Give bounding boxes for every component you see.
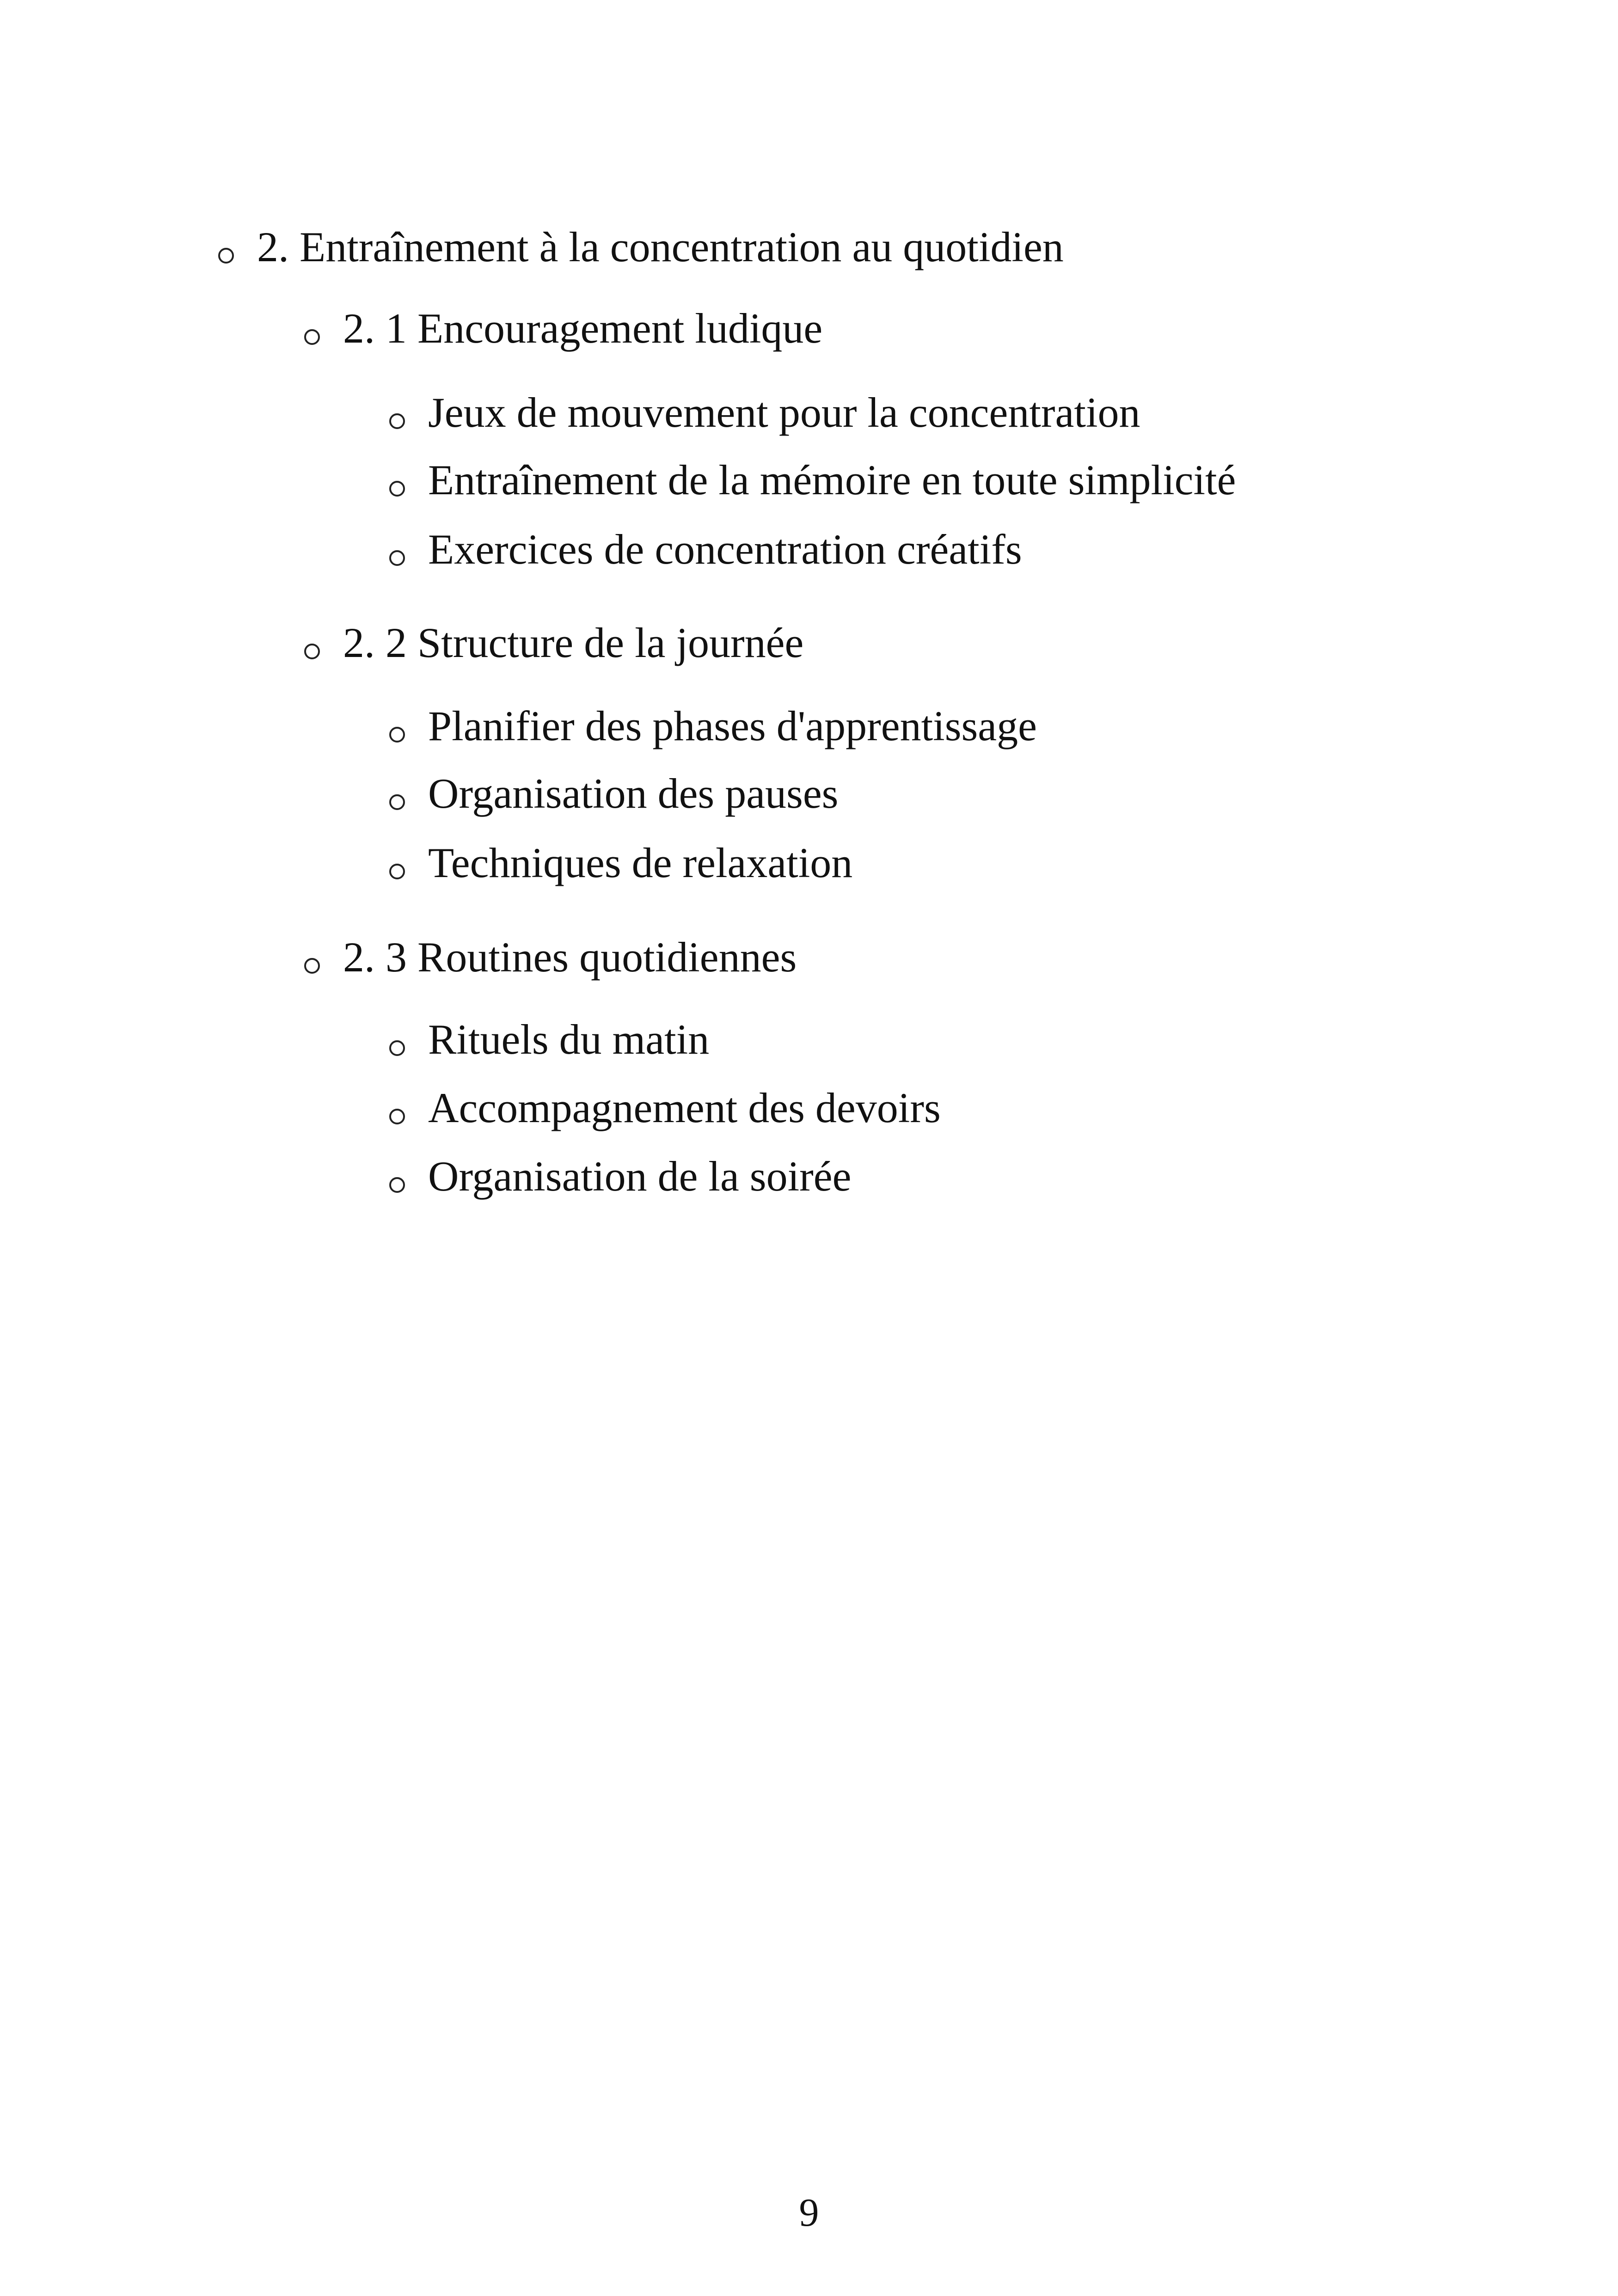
section-title: 2. Entraînement à la concentration au quotidien — [257, 223, 1064, 270]
outline-item-label: Organisation de la soirée — [428, 1153, 852, 1200]
subsection-title: 2. 3 Routines quotidiennes — [343, 933, 797, 981]
hollow-bullet-icon — [304, 958, 320, 974]
hollow-bullet-icon — [304, 644, 320, 659]
outline-item-label: Jeux de mouvement pour la concentration — [428, 389, 1140, 436]
outline-item-label: Techniques de relaxation — [428, 839, 853, 886]
subsection-title: 2. 1 Encouragement ludique — [343, 305, 823, 352]
hollow-bullet-icon — [389, 727, 405, 743]
outline-item-label: Organisation des pauses — [428, 770, 839, 817]
hollow-bullet-icon — [389, 550, 405, 566]
hollow-bullet-icon — [389, 1109, 405, 1124]
outline-item-label: Rituels du matin — [428, 1016, 710, 1063]
hollow-bullet-icon — [389, 413, 405, 429]
hollow-bullet-icon — [389, 794, 405, 810]
outline-item-label: Accompagnement des devoirs — [428, 1084, 941, 1131]
hollow-bullet-icon — [389, 481, 405, 497]
page-number: 9 — [799, 2190, 819, 2235]
hollow-bullet-icon — [389, 1177, 405, 1193]
subsection-title: 2. 2 Structure de la journée — [343, 619, 804, 666]
hollow-bullet-icon — [304, 329, 320, 345]
hollow-bullet-icon — [389, 864, 405, 879]
hollow-bullet-icon — [389, 1040, 405, 1056]
outline-item-label: Planifier des phases d'apprentissage — [428, 702, 1037, 749]
hollow-bullet-icon — [218, 248, 234, 264]
outline-item-label: Entraînement de la mémoire en toute simplicité — [428, 456, 1236, 503]
outline-item-label: Exercices de concentration créatifs — [428, 526, 1022, 573]
